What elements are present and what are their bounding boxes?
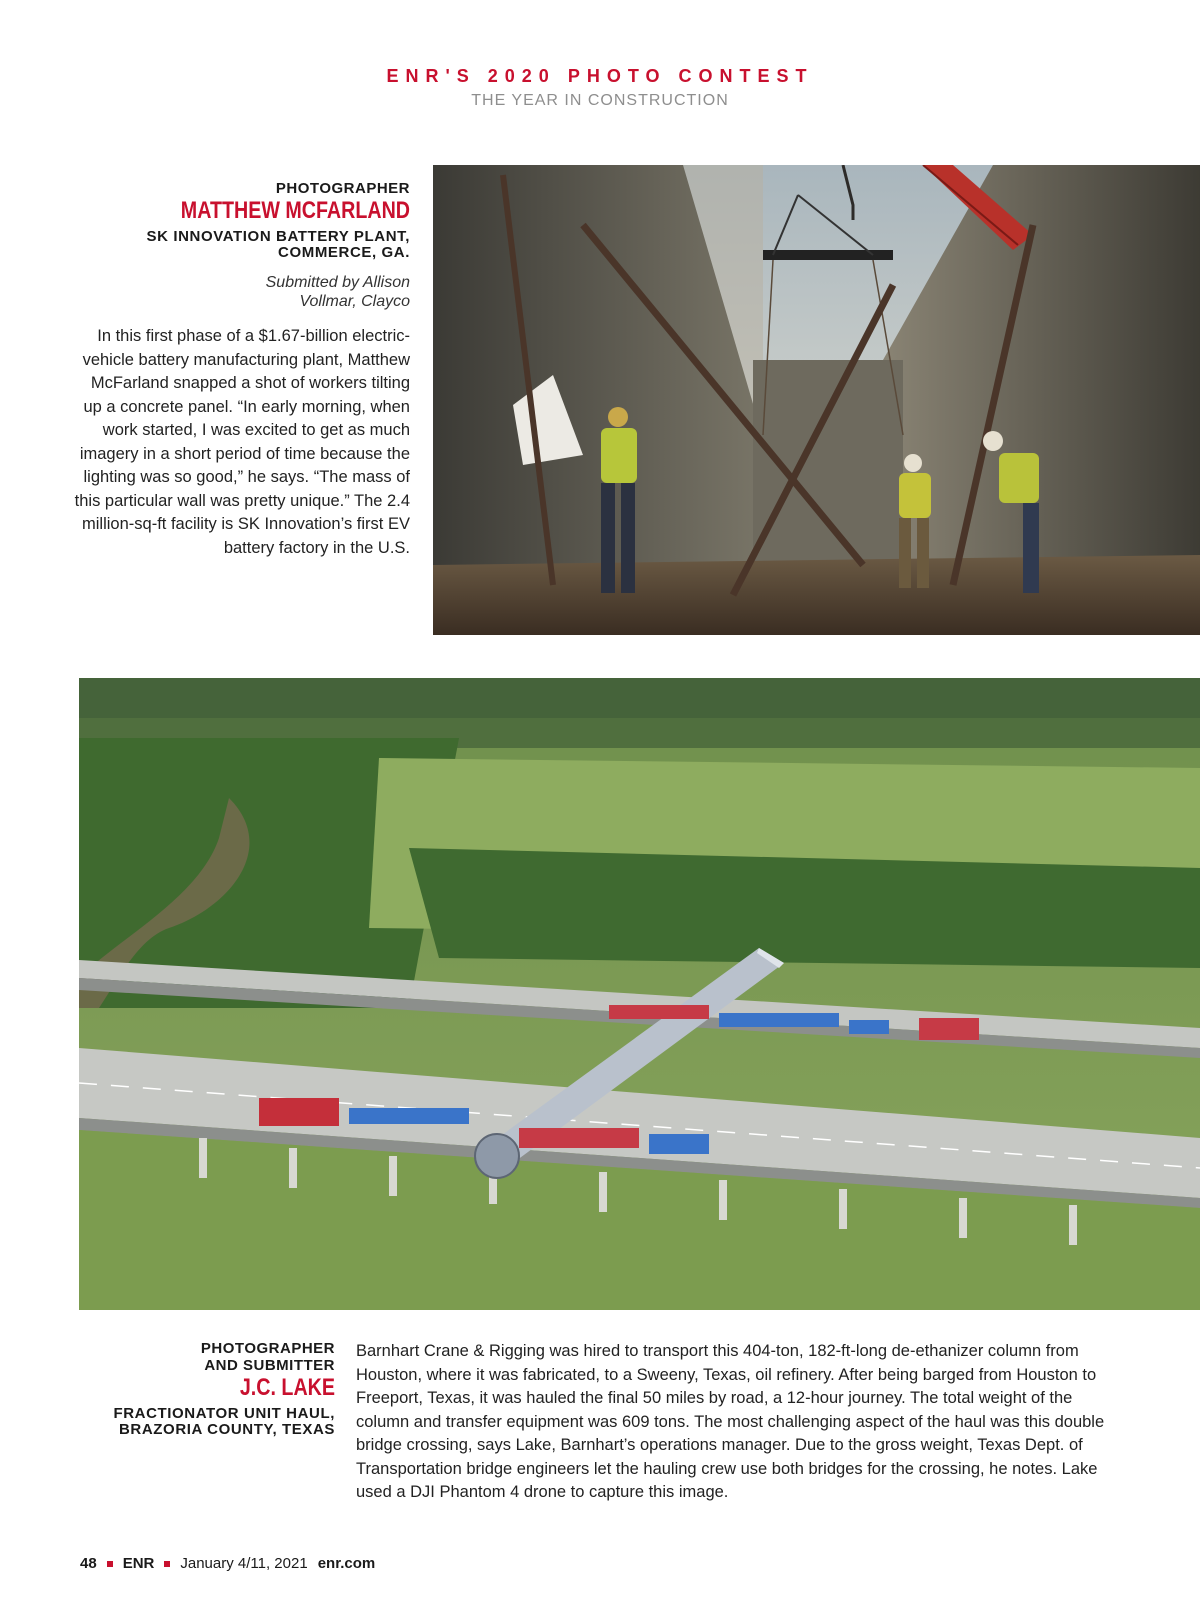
story1-credit-line1: Submitted by Allison: [265, 274, 410, 291]
bridge-haul-aerial-photo: [79, 678, 1200, 1310]
page-footer: [80, 1555, 375, 1572]
story1-credit: [70, 273, 410, 311]
story1-role: PHOTOGRAPHER: [275, 180, 410, 197]
story2-location-line1: FRACTIONATOR UNIT HAUL,: [113, 1405, 335, 1422]
story1-caption: [70, 180, 410, 560]
footer-date: January 4/11, 2021: [180, 1555, 308, 1572]
story2-location-line2: BRAZORIA COUNTY, TEXAS: [119, 1421, 335, 1438]
footer-site-link[interactable]: enr.com: [317, 1555, 376, 1572]
story2-role-line1: PHOTOGRAPHER: [200, 1340, 335, 1357]
section-subkicker: THE YEAR IN CONSTRUCTION: [471, 92, 729, 109]
story1-body: In this first phase of a $1.67-billion electric-vehicle battery manufacturing plant, Matthew McFarland snapped a shot of workers tilting up a concrete panel. “In early morning, when work started, I was excited to get as much imagery in a short period of time because the lighting was so good,” he says. “The mass of this particular wall was pretty unique.” The 2.4 million-sq-ft facility is SK Innovation’s first EV battery factory in the U.S.: [74, 327, 410, 557]
footer-separator-icon: [164, 1561, 170, 1567]
tilt-up-panel-photo: [433, 165, 1200, 635]
story1-credit-line2: Vollmar, Clayco: [299, 293, 410, 310]
footer-separator-icon: [107, 1561, 113, 1567]
story1-location-line1: SK INNOVATION BATTERY PLANT,: [146, 228, 410, 245]
story1-location: [70, 229, 410, 261]
page-number: 48: [80, 1555, 97, 1572]
story2-role: [70, 1340, 335, 1374]
story2-location: [70, 1406, 335, 1438]
footer-brand: ENR: [122, 1555, 155, 1572]
story2-body: Barnhart Crane & Rigging was hired to transport this 404-ton, 182-ft-long de-ethanizer column from Houston, where it was fabricated, to a Sweeny, Texas, oil refinery. After being barged from Houston to Freeport, Texas, it was hauled the final 50 miles by road, a 12-hour journey. The total weight of the column and transfer equipment was 609 tons. The most challenging aspect of the haul was this double bridge crossing, says Lake, Barnhart’s operations manager. Due to the gross weight, Texas Dept. of Transportation bridge engineers let the hauling crew use both bridges for the crossing, he notes. Lake used a DJI Phantom 4 drone to capture this image.: [356, 1342, 1105, 1501]
story1-photographer-name: MATTHEW MCFARLAND: [180, 197, 410, 224]
section-kicker: ENR'S 2020 PHOTO CONTEST: [386, 66, 814, 86]
story1-location-line2: COMMERCE, GA.: [278, 244, 410, 261]
story2-caption: [70, 1340, 335, 1438]
story2-photographer-name: J.C. LAKE: [239, 1374, 335, 1401]
story2-role-line2: AND SUBMITTER: [204, 1357, 335, 1374]
